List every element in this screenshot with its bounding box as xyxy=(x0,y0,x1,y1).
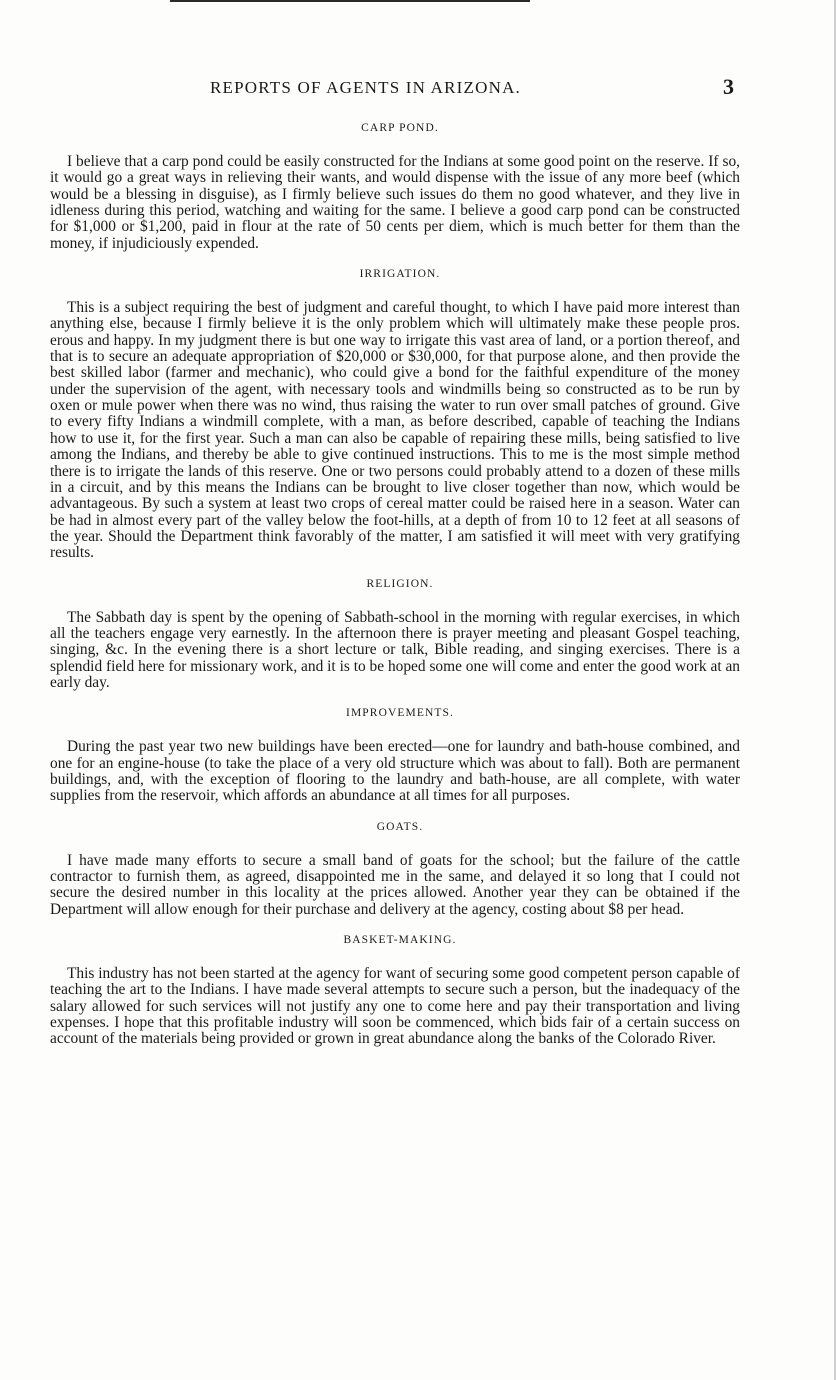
page-number: 3 xyxy=(723,74,734,99)
running-head xyxy=(0,76,836,100)
section-religion xyxy=(50,576,740,692)
top-rule xyxy=(170,0,530,2)
section-paragraph: I believe that a carp pond could be easily constructed for the Indians at some good point on the reserve. If so, it would go a great ways in relieving their wants, and would dispense with the issue of any more beef (which would be a blessing in disguise), as I firmly believe such issues do them no good whatever, and they live in idleness during this period, watching and waiting for the same. I believe a good carp pond can be constructed for $1,000 or $1,200, paid in flour at the rate of 50 cents per diem, which is much better for them than the money, if injudiciously expended. xyxy=(50,153,740,252)
section-heading: IMPROVEMENTS. xyxy=(346,707,454,720)
section-paragraph: This is a subject requiring the best of judgment and careful thought, to which I have paid more interest than anything else, because I firmly believe it is the only problem which will ultimately make these people pros. erous and happy. In my judgment there is but one way to irrigate this vast area of land, or a portion thereof, and that is to secure an adequate appropriation of $20,000 or $30,000, for that purpose alone, and then provide the best skilled labor (farmer and mechanic), who could give a bond for the faithful expenditure of the money under the supervision of the agent, with necessary tools and windmills being so constructed as to be run by oxen or mule power when there was no wind, thus raising the water to run over small patches of ground. Give to every fifty Indians a windmill complete, with a man, as before described, capable of teaching the Indians how to use it, for the first year. Such a man can also be capable of repairing these mills, being satisfied to live among the Indians, and thereby be able to give continued instructions. This to me is the most simple method there is to irrigate the lands of this reserve. One or two persons could probably attend to a dozen of these mills in a circuit, and by this means the Indians can be brought to live closer together than now, which would be advantageous. By such a system at least two crops of cereal matter could be raised here in a season. Water can be had in almost every part of the valley below the foot-hills, at a depth of from 10 to 12 feet at all seasons of the year. Should the Department think favorably of the matter, I am satisfied it will meet with very gratifying results. xyxy=(50,299,740,562)
section-paragraph: The Sabbath day is spent by the opening of Sabbath-school in the morning with regular exercises, in which all the teachers engage very earnestly. In the afternoon there is prayer meeting and pleasant Gospel teaching, singing, &c. In the evening there is a short lecture or talk, Bible reading, and singing exercises. There is a splendid field here for missionary work, and it is to be hoped some one will come and enter the good work at an early day. xyxy=(50,608,740,691)
section-heading: RELIGION. xyxy=(366,577,434,590)
page-content xyxy=(50,120,740,1062)
section-carp-pond xyxy=(50,120,740,252)
section-irrigation xyxy=(50,266,740,562)
section-goats xyxy=(50,819,740,918)
section-heading: IRRIGATION. xyxy=(359,268,441,281)
running-title: REPORTS OF AGENTS IN ARIZONA. xyxy=(210,78,522,97)
section-paragraph: I have made many efforts to secure a small band of goats for the school; but the failure of the cattle contractor to furnish them, as agreed, disappointed me in the same, and delayed it so long that I could not secure the desired number in this locality at the prices allowed. Another year they can be obtained if the Department will allow enough for their purchase and delivery at the agency, costing about $8 per head. xyxy=(50,851,740,918)
section-paragraph: This industry has not been started at the agency for want of securing some good competent person capable of teaching the art to the Indians. I have made several attempts to secure such a person, but the inadequacy of the salary allowed for such services will not justify any one to come here and pay their transportation and living expenses. I hope that this profitable industry will soon be commenced, which bids fair of a certain success on account of the materials being provided or grown in great abundance along the banks of the Colorado River. xyxy=(50,965,740,1048)
section-heading: GOATS. xyxy=(376,820,424,833)
section-paragraph: During the past year two new buildings have been erected—one for laundry and bath-house combined, and one for an engine-house (to take the place of a very old structure which was about to fall). Both are permanent buildings, and, with the exception of flooring to the laundry and bath-house, are all complete, with water supplies from the reservoir, which affords an abundance at all times for all purposes. xyxy=(50,738,740,805)
section-heading: CARP POND. xyxy=(361,122,439,134)
section-basket-making xyxy=(50,932,740,1048)
section-heading: BASKET-MAKING. xyxy=(343,934,457,947)
section-improvements xyxy=(50,705,740,804)
